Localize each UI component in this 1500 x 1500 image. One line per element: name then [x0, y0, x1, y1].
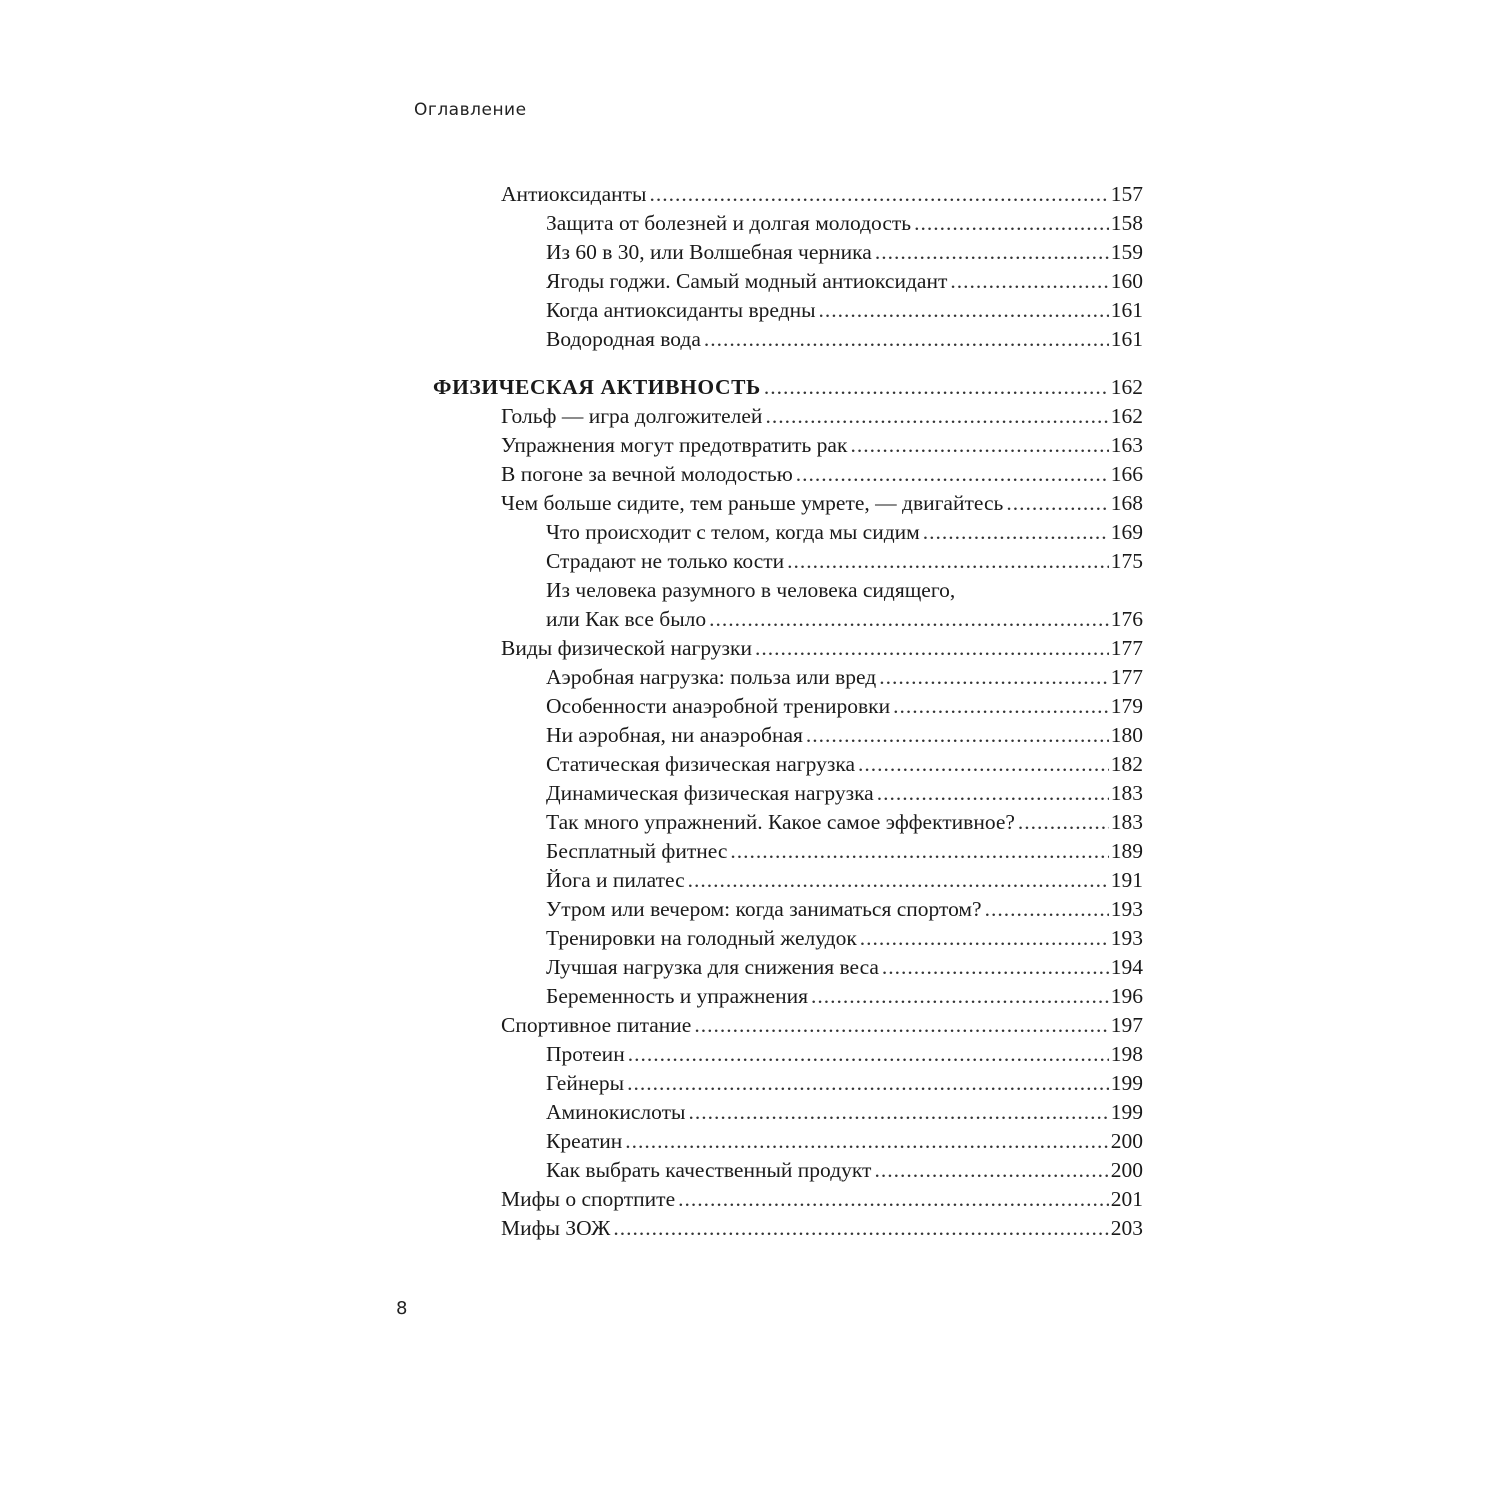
toc-entry-page: 199 [1110, 1071, 1143, 1095]
toc-entry-title: Страдают не только кости [546, 549, 785, 573]
toc-entry [546, 1127, 1143, 1156]
toc-entry-title: Статическая физическая нагрузка [546, 752, 855, 776]
toc-entry-title: Мифы ЗОЖ [501, 1216, 611, 1240]
dot-leader [649, 180, 1108, 209]
dot-leader [950, 267, 1108, 296]
toc-entry-title: Гольф — игра долгожителей [501, 404, 763, 428]
toc-entry [501, 431, 1143, 460]
toc-entry-page: 175 [1110, 549, 1143, 573]
toc-entry-title: Как выбрать качественный продукт [546, 1158, 872, 1182]
toc-entry-page: 200 [1110, 1158, 1143, 1182]
dot-leader [627, 1069, 1109, 1098]
toc-entry-page: 182 [1110, 752, 1143, 776]
toc-entry-title: Ягоды годжи. Самый модный антиоксидант [546, 269, 948, 293]
toc-entry [546, 808, 1143, 837]
toc-entry-page: 183 [1110, 781, 1143, 805]
toc-entry [546, 605, 1143, 634]
toc-entry [546, 1040, 1143, 1069]
toc-entry [546, 924, 1143, 953]
toc-entry-page: 161 [1110, 298, 1143, 322]
dot-leader [985, 895, 1109, 924]
toc-entry [546, 209, 1143, 238]
toc-entry [546, 267, 1143, 296]
toc-entry-title-line1: Из человека разумного в человека сидящего, [546, 578, 956, 602]
toc-entry-page: 177 [1110, 636, 1143, 660]
dot-leader [764, 373, 1109, 402]
toc-entry [546, 866, 1143, 895]
toc-entry-page: 200 [1110, 1129, 1143, 1153]
toc-entry-title: Чем больше сидите, тем раньше умрете, — двигайтесь [501, 491, 1004, 515]
dot-leader [625, 1127, 1108, 1156]
toc-entry-page: 203 [1110, 1216, 1143, 1240]
dot-leader [923, 518, 1109, 547]
toc-entry-title: Бесплатный фитнес [546, 839, 728, 863]
toc-entry-title: ФИЗИЧЕСКАЯ АКТИВНОСТЬ [433, 375, 761, 399]
toc-entry [546, 779, 1143, 808]
dot-leader [730, 837, 1108, 866]
dot-leader [860, 924, 1109, 953]
toc-entry [501, 634, 1143, 663]
toc-entry [546, 953, 1143, 982]
toc-entry-title: Протеин [546, 1042, 625, 1066]
toc-entry-page: 162 [1110, 375, 1143, 399]
toc-entry-title: Йога и пилатес [546, 868, 685, 892]
dot-leader [882, 953, 1109, 982]
dot-leader [688, 866, 1109, 895]
toc-entry-page: 199 [1110, 1100, 1143, 1124]
toc-entry [546, 750, 1143, 779]
toc-entry-title: Антиоксиданты [501, 182, 647, 206]
toc-entry-page: 160 [1110, 269, 1143, 293]
toc-entry-title: Из 60 в 30, или Волшебная черника [546, 240, 872, 264]
dot-leader [613, 1214, 1108, 1243]
toc-entry-page: 157 [1110, 182, 1143, 206]
toc-entry-title: или Как все было [546, 607, 707, 631]
toc-entry [501, 402, 1143, 431]
toc-entry-page: 196 [1110, 984, 1143, 1008]
toc-entry-page: 161 [1110, 327, 1143, 351]
toc-entry-title: В погоне за вечной молодостью [501, 462, 793, 486]
toc-entry [546, 1069, 1143, 1098]
toc-chapter-heading [433, 373, 1143, 402]
toc-entry-title: Аэробная нагрузка: польза или вред [546, 665, 877, 689]
running-head: Оглавление [414, 100, 527, 120]
toc-entry-title: Беременность и упражнения [546, 984, 808, 1008]
dot-leader [877, 779, 1109, 808]
toc-entry-page: 183 [1110, 810, 1143, 834]
toc-entry-page: 193 [1110, 926, 1143, 950]
dot-leader [874, 1156, 1108, 1185]
toc-entry-page: 176 [1110, 607, 1143, 631]
toc-entry [501, 1214, 1143, 1243]
dot-leader [787, 547, 1109, 576]
toc-entry-page: 198 [1110, 1042, 1143, 1066]
toc-entry-page: 180 [1110, 723, 1143, 747]
toc-entry-title: Динамическая физическая нагрузка [546, 781, 874, 805]
dot-leader [850, 431, 1108, 460]
toc-entry [546, 1156, 1143, 1185]
toc-entry-title: Креатин [546, 1129, 623, 1153]
toc-entry-page: 169 [1110, 520, 1143, 544]
toc-entry [546, 238, 1143, 267]
toc-entry [546, 895, 1143, 924]
dot-leader [765, 402, 1108, 431]
toc-entry-title: Водородная вода [546, 327, 701, 351]
toc-entry-title: Лучшая нагрузка для снижения веса [546, 955, 879, 979]
page-number: 8 [396, 1298, 408, 1319]
toc-entry [546, 296, 1143, 325]
dot-leader [1006, 489, 1108, 518]
toc-entry-page: 177 [1110, 665, 1143, 689]
dot-leader [628, 1040, 1109, 1069]
dot-leader [796, 460, 1109, 489]
toc-entry [546, 692, 1143, 721]
toc-entry-page: 163 [1110, 433, 1143, 457]
toc-entry-title: Защита от болезней и долгая молодость [546, 211, 912, 235]
toc-entry-title: Аминокислоты [546, 1100, 686, 1124]
toc-entry-title: Когда антиоксиданты вредны [546, 298, 816, 322]
toc-entry-title: Что происходит с телом, когда мы сидим [546, 520, 920, 544]
toc-entry-title: Особенности анаэробной тренировки [546, 694, 891, 718]
toc-entry-title: Спортивное питание [501, 1013, 692, 1037]
dot-leader [811, 982, 1109, 1011]
toc-entry-page: 201 [1110, 1187, 1143, 1211]
toc-entry-page: 191 [1110, 868, 1143, 892]
dot-leader [1018, 808, 1109, 837]
toc-entry-title: Виды физической нагрузки [501, 636, 752, 660]
dot-leader [694, 1011, 1108, 1040]
toc-entry [501, 1011, 1143, 1040]
dot-leader [893, 692, 1109, 721]
dot-leader [879, 663, 1109, 692]
toc-entry-page: 158 [1110, 211, 1143, 235]
toc-entry-page: 193 [1110, 897, 1143, 921]
toc-entry [546, 721, 1143, 750]
toc-entry [546, 837, 1143, 866]
toc-entry-title: Так много упражнений. Какое самое эффективное? [546, 810, 1015, 834]
toc-entry [501, 460, 1143, 489]
dot-leader [678, 1185, 1109, 1214]
toc-entry-title: Гейнеры [546, 1071, 625, 1095]
toc-entry-page: 166 [1110, 462, 1143, 486]
toc-entry [546, 663, 1143, 692]
dot-leader [806, 721, 1109, 750]
toc-entry-title: Упражнения могут предотвратить рак [501, 433, 848, 457]
toc-entry [546, 325, 1143, 354]
toc-entry [501, 180, 1143, 209]
dot-leader [819, 296, 1109, 325]
toc-entry [501, 489, 1143, 518]
toc-entry-page: 168 [1110, 491, 1143, 515]
dot-leader [914, 209, 1109, 238]
toc-entry-title: Тренировки на голодный желудок [546, 926, 857, 950]
toc-entry-title: Утром или вечером: когда заниматься спортом? [546, 897, 982, 921]
toc-entry [546, 1098, 1143, 1127]
dot-leader [704, 325, 1109, 354]
toc-entry-page: 162 [1110, 404, 1143, 428]
toc-entry-page: 197 [1110, 1013, 1143, 1037]
toc-entry-page: 194 [1110, 955, 1143, 979]
toc-entry-page: 159 [1110, 240, 1143, 264]
dot-leader [875, 238, 1109, 267]
toc-entry-page: 189 [1110, 839, 1143, 863]
toc-entry-title: Мифы о спортпите [501, 1187, 676, 1211]
toc-entry [546, 518, 1143, 547]
toc-entry [546, 982, 1143, 1011]
dot-leader [709, 605, 1109, 634]
dot-leader [858, 750, 1109, 779]
dot-leader [755, 634, 1109, 663]
toc-entry [546, 547, 1143, 576]
dot-leader [688, 1098, 1108, 1127]
toc-entry-title: Ни аэробная, ни анаэробная [546, 723, 803, 747]
toc-entry-page: 179 [1110, 694, 1143, 718]
toc-entry [501, 1185, 1143, 1214]
